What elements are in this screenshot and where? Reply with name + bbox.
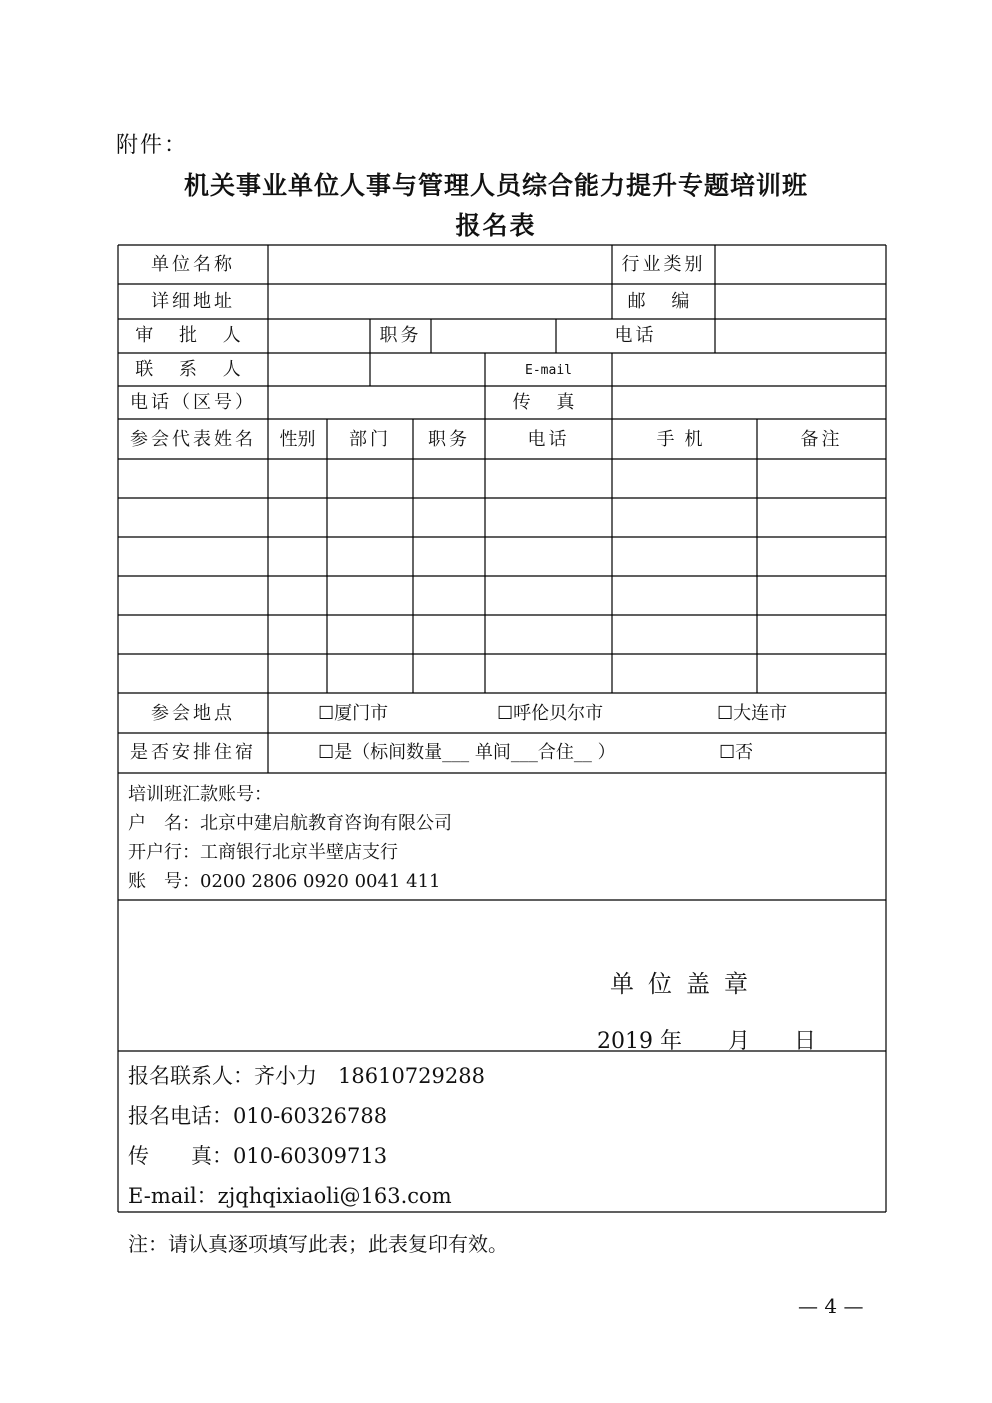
registration-contact: 报名联系人：齐小力 18610729288: [128, 1064, 485, 1088]
unit-name-field[interactable]: [270, 247, 610, 282]
fax-field[interactable]: [614, 388, 884, 417]
email-field[interactable]: [614, 355, 884, 384]
attendee-row[interactable]: [119, 460, 885, 497]
lodging-yes-option[interactable]: ☐是（标间数量___ 单间___合住__ ）: [318, 742, 616, 763]
attendee-row[interactable]: [119, 616, 885, 653]
attendee-phone-header: 电话: [527, 429, 570, 450]
form-subtitle: 报名表: [455, 211, 537, 240]
registration-email: E-mail：zjqhqixiaoli@163.com: [128, 1184, 452, 1208]
attendee-mobile-header: 手机: [656, 429, 713, 450]
attendee-row[interactable]: [119, 577, 885, 614]
account-number: 账 号：0200 2806 0920 0041 411: [128, 871, 441, 892]
venue-option-dalian[interactable]: ☐大连市: [717, 703, 788, 724]
venue-label: 参会地点: [151, 703, 235, 724]
attendee-gender-header: 性别: [279, 429, 316, 450]
venue-option-xiamen[interactable]: ☐厦门市: [318, 703, 389, 724]
footnote: 注：请认真逐项填写此表；此表复印有效。: [128, 1232, 508, 1256]
page-number: — 4 —: [798, 1294, 864, 1318]
unit-name-label: 单位名称: [151, 254, 235, 275]
attendee-dept-header: 部门: [349, 429, 391, 450]
attendee-remark-header: 备注: [800, 429, 843, 450]
industry-type-field[interactable]: [717, 247, 884, 282]
approver-phone-label: 电话: [614, 325, 657, 346]
venue-option-hulunbuir[interactable]: ☐呼伦贝尔市: [497, 703, 604, 724]
attendee-position-header: 职务: [428, 429, 470, 450]
postcode-field[interactable]: [717, 286, 884, 317]
approver-phone-field[interactable]: [717, 321, 884, 351]
attendee-row[interactable]: [119, 655, 885, 692]
attendee-row[interactable]: [119, 538, 885, 575]
form-title: 机关事业单位人事与管理人员综合能力提升专题培训班: [183, 171, 808, 200]
account-name: 户 名：北京中建启航教育咨询有限公司: [128, 813, 452, 834]
account-bank: 开户行：工商银行北京半壁店支行: [128, 842, 398, 863]
approver-position-field[interactable]: [433, 321, 554, 351]
address-label: 详细地址: [151, 291, 235, 312]
lodging-no-option[interactable]: ☐否: [719, 742, 754, 763]
attendee-row[interactable]: [119, 499, 885, 536]
account-heading: 培训班汇款账号：: [128, 784, 272, 805]
attendee-name-header: 参会代表姓名: [130, 429, 256, 450]
fax-label: 传 真: [512, 392, 585, 413]
industry-type-label: 行业类别: [621, 254, 706, 275]
contact-name-field[interactable]: [270, 355, 368, 384]
seal-year: 2019 年: [597, 1029, 682, 1054]
registration-fax: 传 真：010-60309713: [128, 1144, 388, 1168]
approver-position-label: 职务: [379, 325, 422, 346]
postcode-label: 邮 编: [627, 291, 700, 312]
attachment-label: 附件：: [116, 133, 189, 158]
email-label: E-mail: [525, 363, 572, 378]
lodging-label: 是否安排住宿: [130, 742, 256, 763]
phone-area-label: 电话（区号）: [130, 392, 256, 413]
unit-seal-label: 单位盖章: [610, 970, 762, 998]
approver-field[interactable]: [270, 321, 368, 351]
contact-label: 联 系 人: [135, 359, 251, 380]
seal-month: 月: [727, 1029, 750, 1054]
registration-phone: 报名电话：010-60326788: [128, 1104, 388, 1128]
address-field[interactable]: [270, 286, 610, 317]
phone-area-field[interactable]: [270, 388, 483, 417]
approver-label: 审 批 人: [135, 325, 251, 346]
seal-day: 日: [794, 1029, 817, 1054]
seal-date: [597, 1024, 816, 1055]
contact-extra-field[interactable]: [372, 355, 483, 384]
